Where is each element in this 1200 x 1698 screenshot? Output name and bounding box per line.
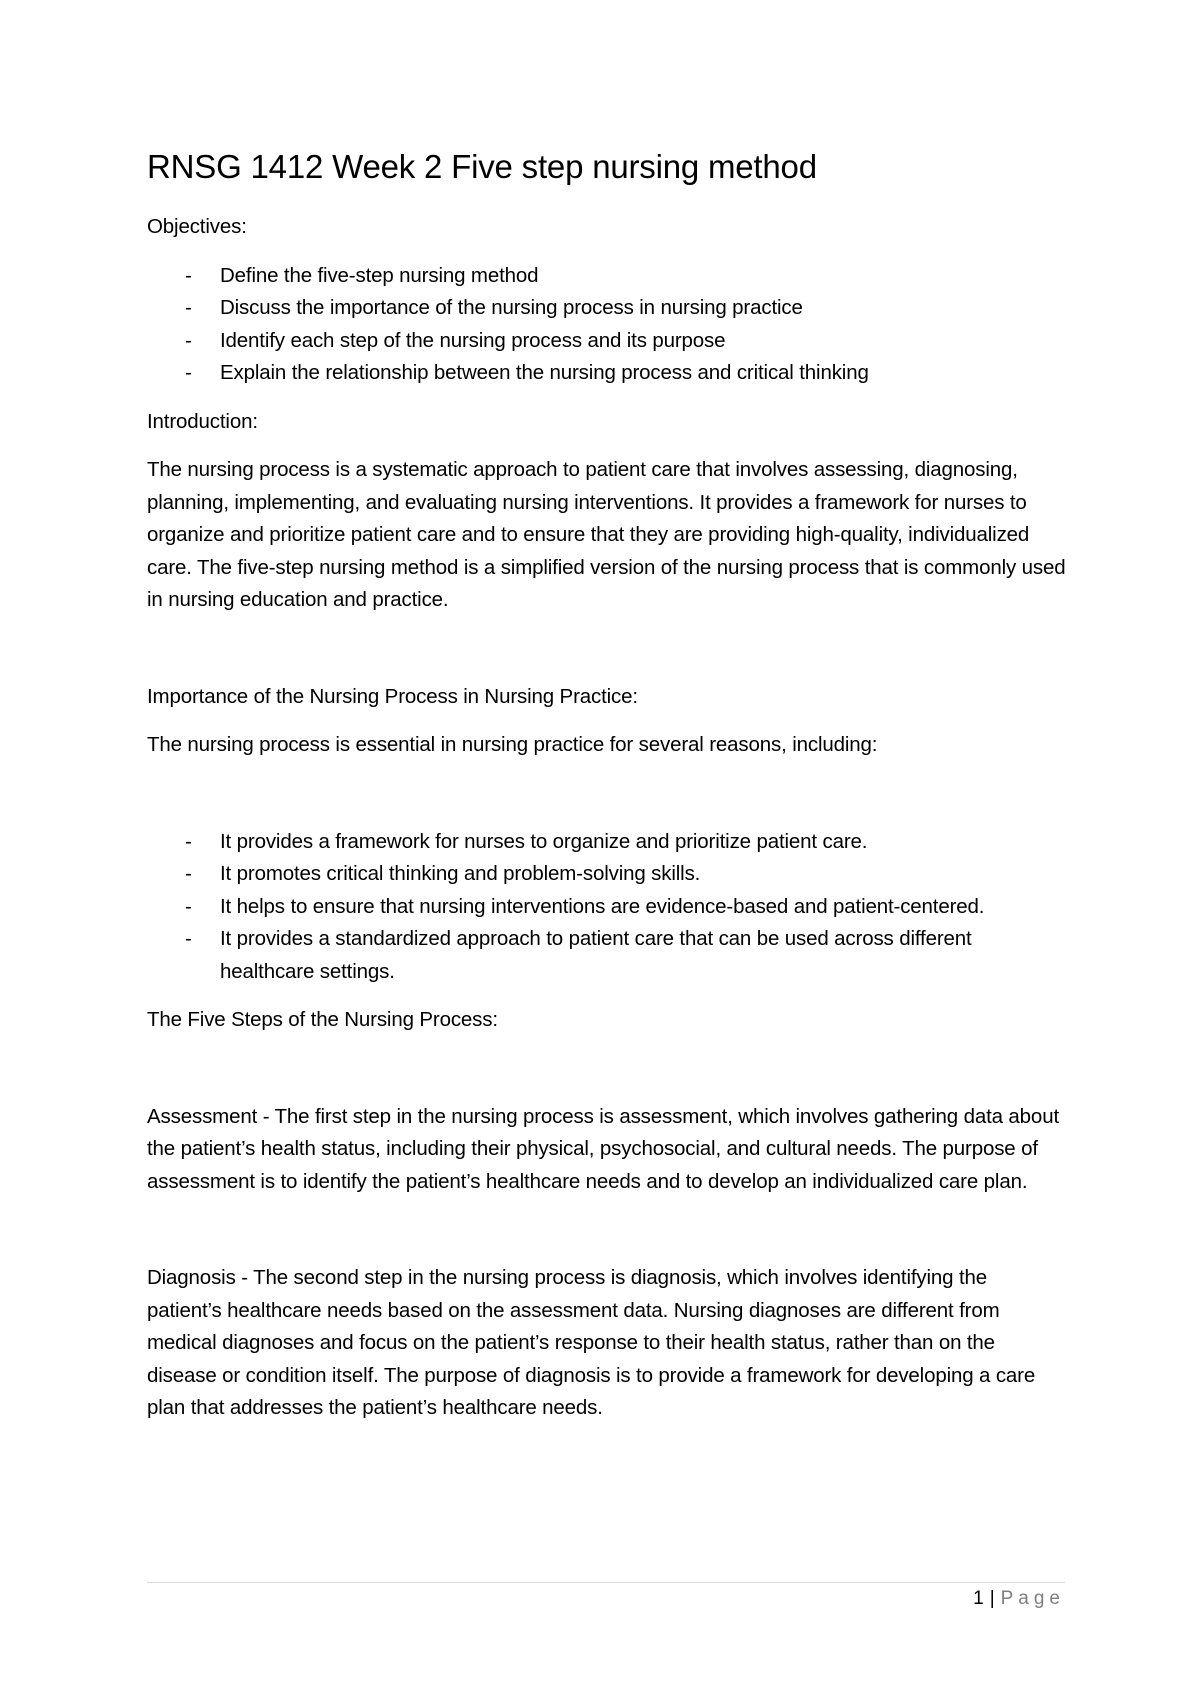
assessment-paragraph: Assessment - The first step in the nursing process is assessment, which involves gathering data about the patient’s health status, including their physical, psychosocial, and cultural needs. The purpose of assessment is to identify the patient’s healthcare needs and to develop an individualized care plan. (147, 1104, 1059, 1193)
document-body (147, 211, 1067, 1425)
introduction-heading: Introduction: (147, 409, 258, 433)
list-item: - Explain the relationship between the nursing process and critical thinking (147, 357, 1067, 390)
page-label: Page (1000, 1588, 1065, 1609)
list-item: - It provides a framework for nurses to organize and prioritize patient care. (147, 826, 1067, 859)
objectives-heading: Objectives: (147, 215, 247, 238)
page-title: RNSG 1412 Week 2 Five step nursing method (147, 148, 817, 185)
footer-divider (147, 1582, 1065, 1583)
list-item: - Discuss the importance of the nursing process in nursing practice (147, 292, 1067, 325)
footer-separator: | (989, 1588, 995, 1609)
objectives-list (147, 260, 1067, 390)
importance-heading: Importance of the Nursing Process in Nursing Practice: (147, 684, 638, 708)
list-item: - It promotes critical thinking and problem-solving skills. (147, 858, 1067, 891)
list-item: - Define the five-step nursing method (147, 260, 1067, 293)
list-item: - It helps to ensure that nursing interventions are evidence-based and patient-centered. (147, 891, 1067, 924)
introduction-paragraph: The nursing process is a systematic approach to patient care that involves assessing, diagnosing, planning, implementing, and evaluating nursing interventions. It provides a framework for nurses to organize and prioritize patient care and to ensure that they are providing high-quality, individualized care. The five-step nursing method is a simplified version of the nursing process that is commonly used in nursing education and practice. (147, 458, 1066, 611)
list-item: - It provides a standardized approach to patient care that can be used across different healthcare settings. (147, 923, 1067, 988)
page-number: 1 (973, 1588, 984, 1609)
importance-lead: The nursing process is essential in nursing practice for several reasons, including: (147, 733, 878, 756)
five-steps-heading: The Five Steps of the Nursing Process: (147, 1008, 498, 1031)
importance-list (147, 826, 1067, 989)
page-footer (973, 1588, 1065, 1610)
list-item: - Identify each step of the nursing process and its purpose (147, 325, 1067, 358)
diagnosis-paragraph: Diagnosis - The second step in the nursing process is diagnosis, which involves identifying the patient’s healthcare needs based on the assessment data. Nursing diagnoses are different from medical diagnoses and focus on the patient’s response to their health status, rather than on the disease or condition itself. The purpose of diagnosis is to provide a framework for developing a care plan that addresses the patient’s healthcare needs. (147, 1266, 1036, 1419)
